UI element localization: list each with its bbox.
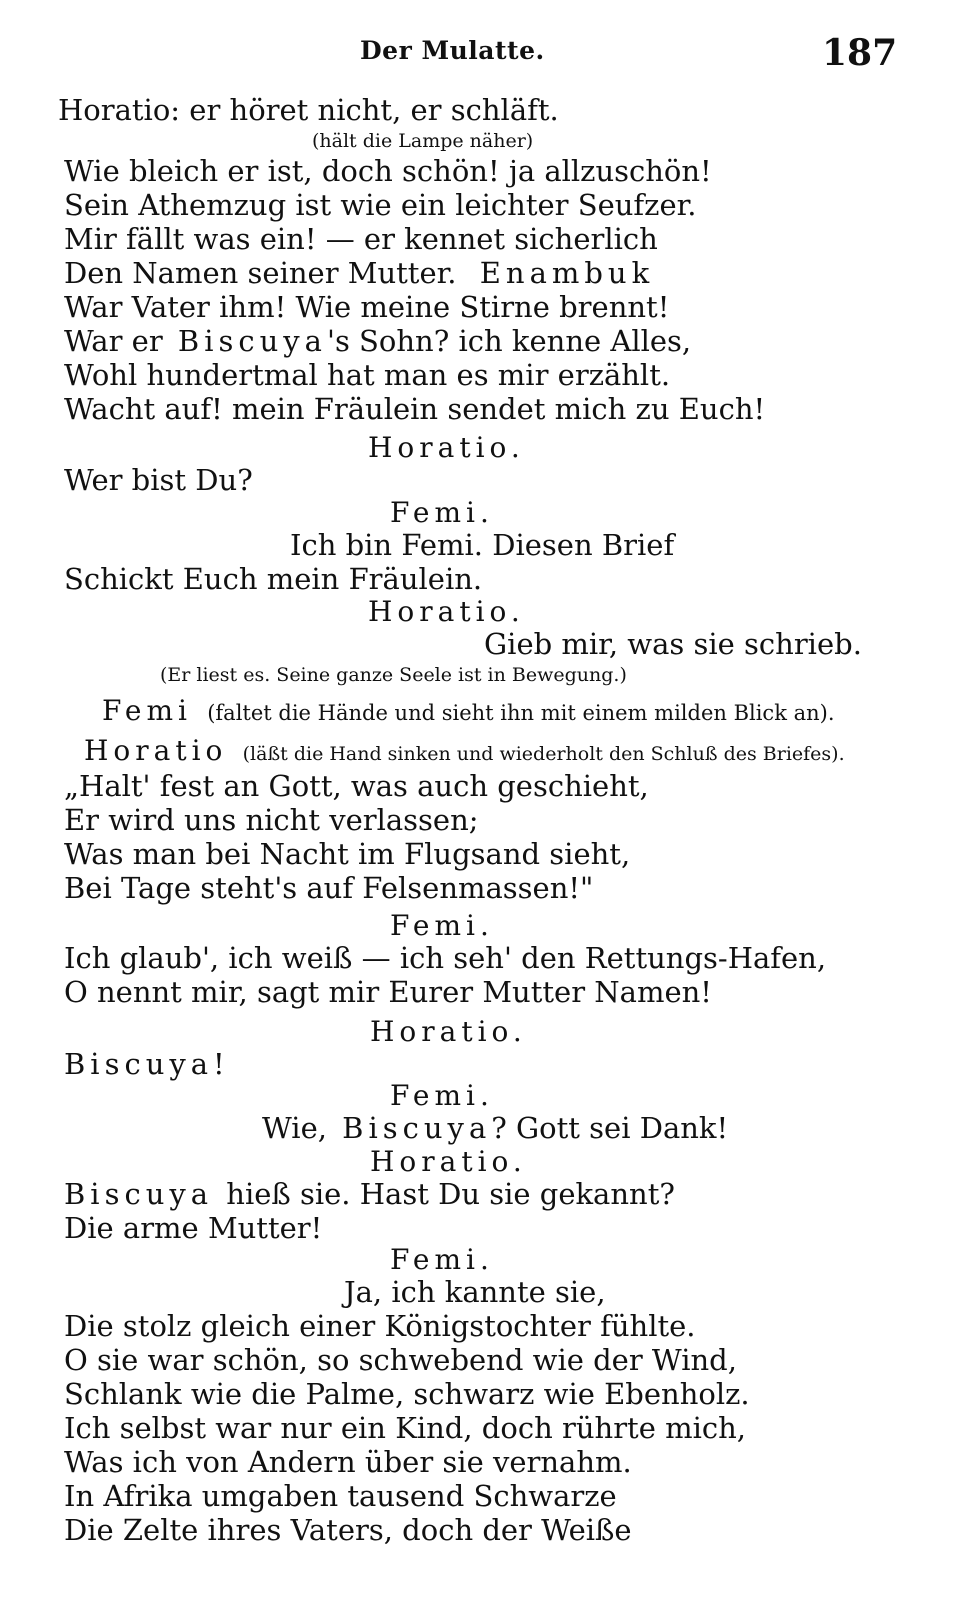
verse-line: Mir fällt was ein! — er kennet sicherlich xyxy=(64,222,658,256)
speaker-heading: Femi. xyxy=(390,496,494,529)
page-header xyxy=(0,32,974,76)
verse-text: War er xyxy=(64,324,163,358)
verse-line: Ich selbst war nur ein Kind, doch rührte mich, xyxy=(64,1411,746,1445)
speaker-heading: Horatio. xyxy=(368,431,525,464)
speaker-name: Femi xyxy=(102,694,192,727)
verse-line: Biscuya! xyxy=(64,1047,230,1081)
verse-line: Ich glaub', ich weiß — ich seh' den Rettungs-Hafen, xyxy=(64,941,827,975)
verse-line: „Halt' fest an Gott, was auch geschieht, xyxy=(64,769,649,803)
verse-line: In Afrika umgaben tausend Schwarze xyxy=(64,1479,617,1513)
verse-line: Sein Athemzug ist wie ein leichter Seufzer. xyxy=(64,188,697,222)
verse-line xyxy=(262,1112,728,1144)
verse-line: Was man bei Nacht im Flugsand sieht, xyxy=(64,837,631,871)
verse-line xyxy=(64,257,654,289)
verse-line: Ich bin Femi. Diesen Brief xyxy=(290,528,675,562)
verse-line: Wie bleich er ist, doch schön! ja allzuschön! xyxy=(64,154,712,188)
verse-line: Gieb mir, was sie schrieb. xyxy=(484,627,862,661)
speaker-heading: Horatio. xyxy=(370,1015,527,1048)
verse-line: Schlank wie die Palme, schwarz wie Ebenholz. xyxy=(64,1377,750,1411)
verse-text: ? Gott sei Dank! xyxy=(491,1111,729,1145)
verse-line: Wohl hundertmal hat man es mir erzählt. xyxy=(64,358,671,392)
stage-direction: (läßt die Hand sinken und wiederholt den Schluß des Briefes). xyxy=(242,743,845,765)
verse-text: 's Sohn? ich kenne Alles, xyxy=(326,324,692,358)
verse-line: War Vater ihm! Wie meine Stirne brennt! xyxy=(64,290,670,324)
spaced-name: Biscuya xyxy=(64,1177,214,1211)
speaker-heading: Femi. xyxy=(390,909,494,942)
stage-direction: (faltet die Hände und sieht ihn mit einem milden Blick an). xyxy=(207,701,835,725)
speaker-heading: Horatio. xyxy=(370,1145,527,1178)
stage-direction: (hält die Lampe näher) xyxy=(312,130,534,152)
verse-line: Die arme Mutter! xyxy=(64,1211,323,1245)
verse-line: Die stolz gleich einer Königstochter fühlte. xyxy=(64,1309,696,1343)
speaker-line xyxy=(102,694,835,727)
verse-line: Er wird uns nicht verlassen; xyxy=(64,803,479,837)
verse-line: Was ich von Andern über sie vernahm. xyxy=(64,1445,632,1479)
verse-line: Wacht auf! mein Fräulein sendet mich zu Euch! xyxy=(64,392,766,426)
verse-line: Schickt Euch mein Fräulein. xyxy=(64,562,483,596)
spaced-name: Enambuk xyxy=(479,256,655,290)
speaker-heading: Femi. xyxy=(390,1079,494,1112)
speaker-name: Horatio xyxy=(84,734,228,767)
verse-line xyxy=(64,1178,675,1210)
verse-line: Horatio: er höret nicht, er schläft. xyxy=(58,93,559,127)
verse-line: Die Zelte ihres Vaters, doch der Weiße xyxy=(64,1513,632,1547)
verse-line: Bei Tage steht's auf Felsenmassen!" xyxy=(64,871,594,905)
verse-text: hieß sie. Hast Du sie gekannt? xyxy=(226,1177,675,1211)
verse-line xyxy=(64,325,691,357)
verse-text: Wie, xyxy=(262,1111,327,1145)
verse-text: Den Namen seiner Mutter. xyxy=(64,256,457,290)
page-number: 187 xyxy=(822,32,898,74)
verse-line: O nennt mir, sagt mir Eurer Mutter Namen! xyxy=(64,975,712,1009)
verse-line: Ja, ich kannte sie, xyxy=(344,1275,606,1309)
stage-direction: (Er liest es. Seine ganze Seele ist in Bewegung.) xyxy=(160,664,627,686)
speaker-heading: Horatio. xyxy=(368,595,525,628)
speaker-line xyxy=(84,734,845,767)
spaced-name: Biscuya xyxy=(177,324,327,358)
speaker-heading: Femi. xyxy=(390,1243,494,1276)
running-title: Der Mulatte. xyxy=(360,36,545,65)
verse-line: O sie war schön, so schwebend wie der Wind, xyxy=(64,1343,737,1377)
verse-line: Wer bist Du? xyxy=(64,463,253,497)
spaced-name: Biscuya xyxy=(342,1111,492,1145)
